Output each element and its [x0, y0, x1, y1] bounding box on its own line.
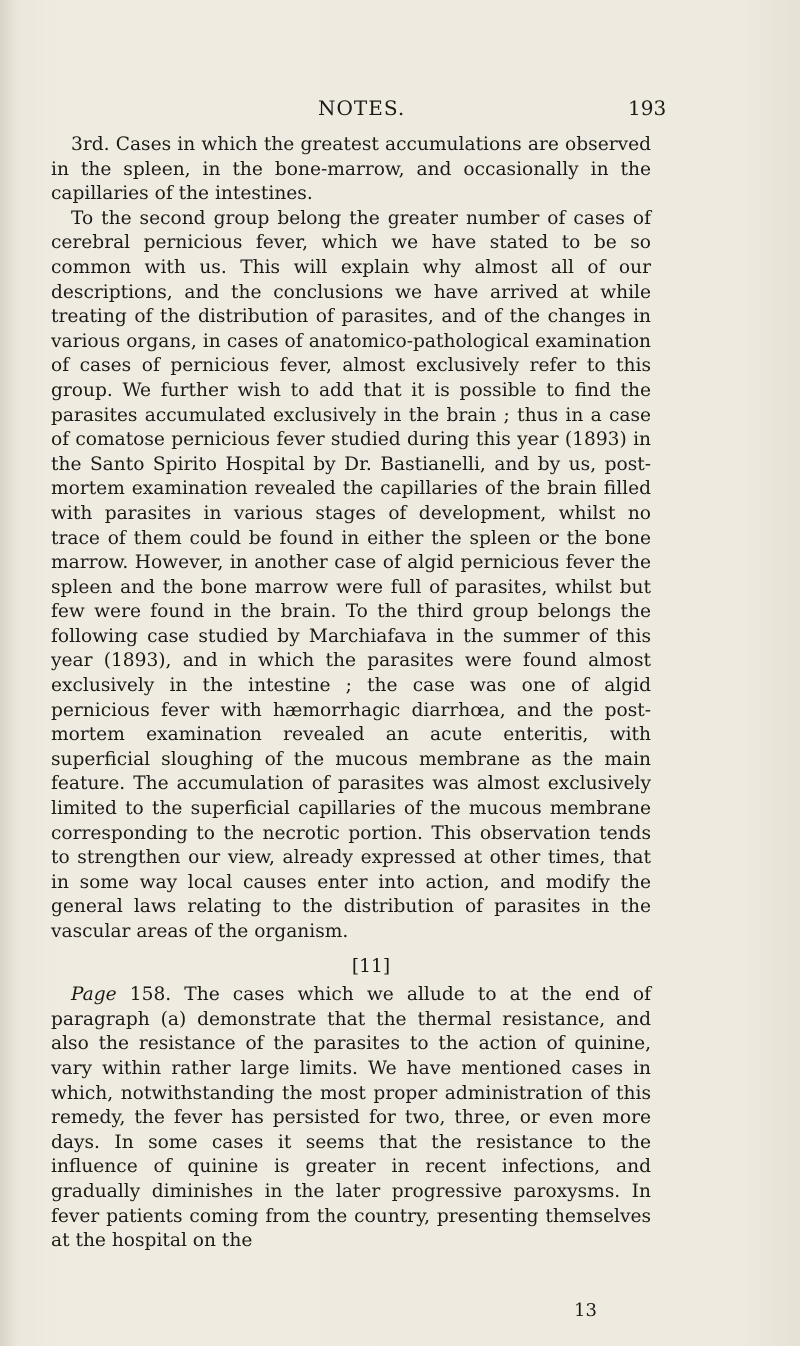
- page-body: [51, 133, 651, 1254]
- paragraph-groups-discussion: To the second group belong the greater number of cases of cerebral pernicious fever, which we have stated to be so common with us. This will explain why almost all of our descriptions, and the conclusions we have arrived at while treating of the distribution of parasites, and of the changes in various organs, in cases of anatomico-pathological examination of cases of pernicious fever, almost exclusively refer to this group. We further wish to add that it is possible to find the parasites accumulated exclusively in the brain ; thus in a case of comatose pernicious fever studied during this year (1893) in the Santo Spirito Hospital by Dr. Bastianelli, and by us, post-mortem examination revealed the capillaries of the brain filled with parasites in various stages of development, whilst no trace of them could be found in either the spleen or the bone marrow. However, in another case of algid pernicious fever the spleen and the bone marrow were full of parasites, whilst but few were found in the brain. To the third group belongs the following case studied by Marchiafava in the summer of this year (1893), and in which the parasites were found almost exclusively in the intestine ; the case was one of algid pernicious fever with hæmorrhagic diarrhœa, and the post-mortem examination revealed an acute enteritis, with superficial sloughing of the mucous membrane as the main feature. The accumulation of parasites was almost exclusively limited to the superficial capillaries of the mucous membrane corresponding to the necrotic portion. This observation tends to strengthen our view, already expressed at other times, that in some way local causes enter into action, and modify the general laws relating to the distribution of parasites in the vascular areas of the organism.: [51, 207, 651, 942]
- paragraph-page-158-note: [51, 983, 651, 1254]
- note-marker: [11]: [351, 955, 391, 977]
- printer-signature-mark: 13: [574, 1300, 597, 1321]
- paragraph-page-158-text: 158. The cases which we allude to at the end of paragraph (a) demonstrate that the thermal resistance, and also the resistance of the parasites to the action of quinine, vary within rather large limits. We have mentioned cases in which, notwithstanding the most proper administration of this remedy, the fever has persisted for two, three, or even more days. In some cases it seems that the resistance to the influence of quinine is greater in recent infections, and gradually diminishes in the later progressive paroxysms. In fever patients coming from the country, presenting themselves at the hospital on the: [51, 984, 651, 1252]
- paragraph-third-group: 3rd. Cases in which the greatest accumulations are observed in the spleen, in the bone-marrow, and occasionally in the capillaries of the intestines.: [51, 134, 651, 205]
- page-reference-label: Page: [71, 984, 117, 1006]
- running-head: NOTES.: [318, 96, 406, 120]
- page-number: 193: [628, 96, 667, 120]
- page-header: [0, 96, 800, 126]
